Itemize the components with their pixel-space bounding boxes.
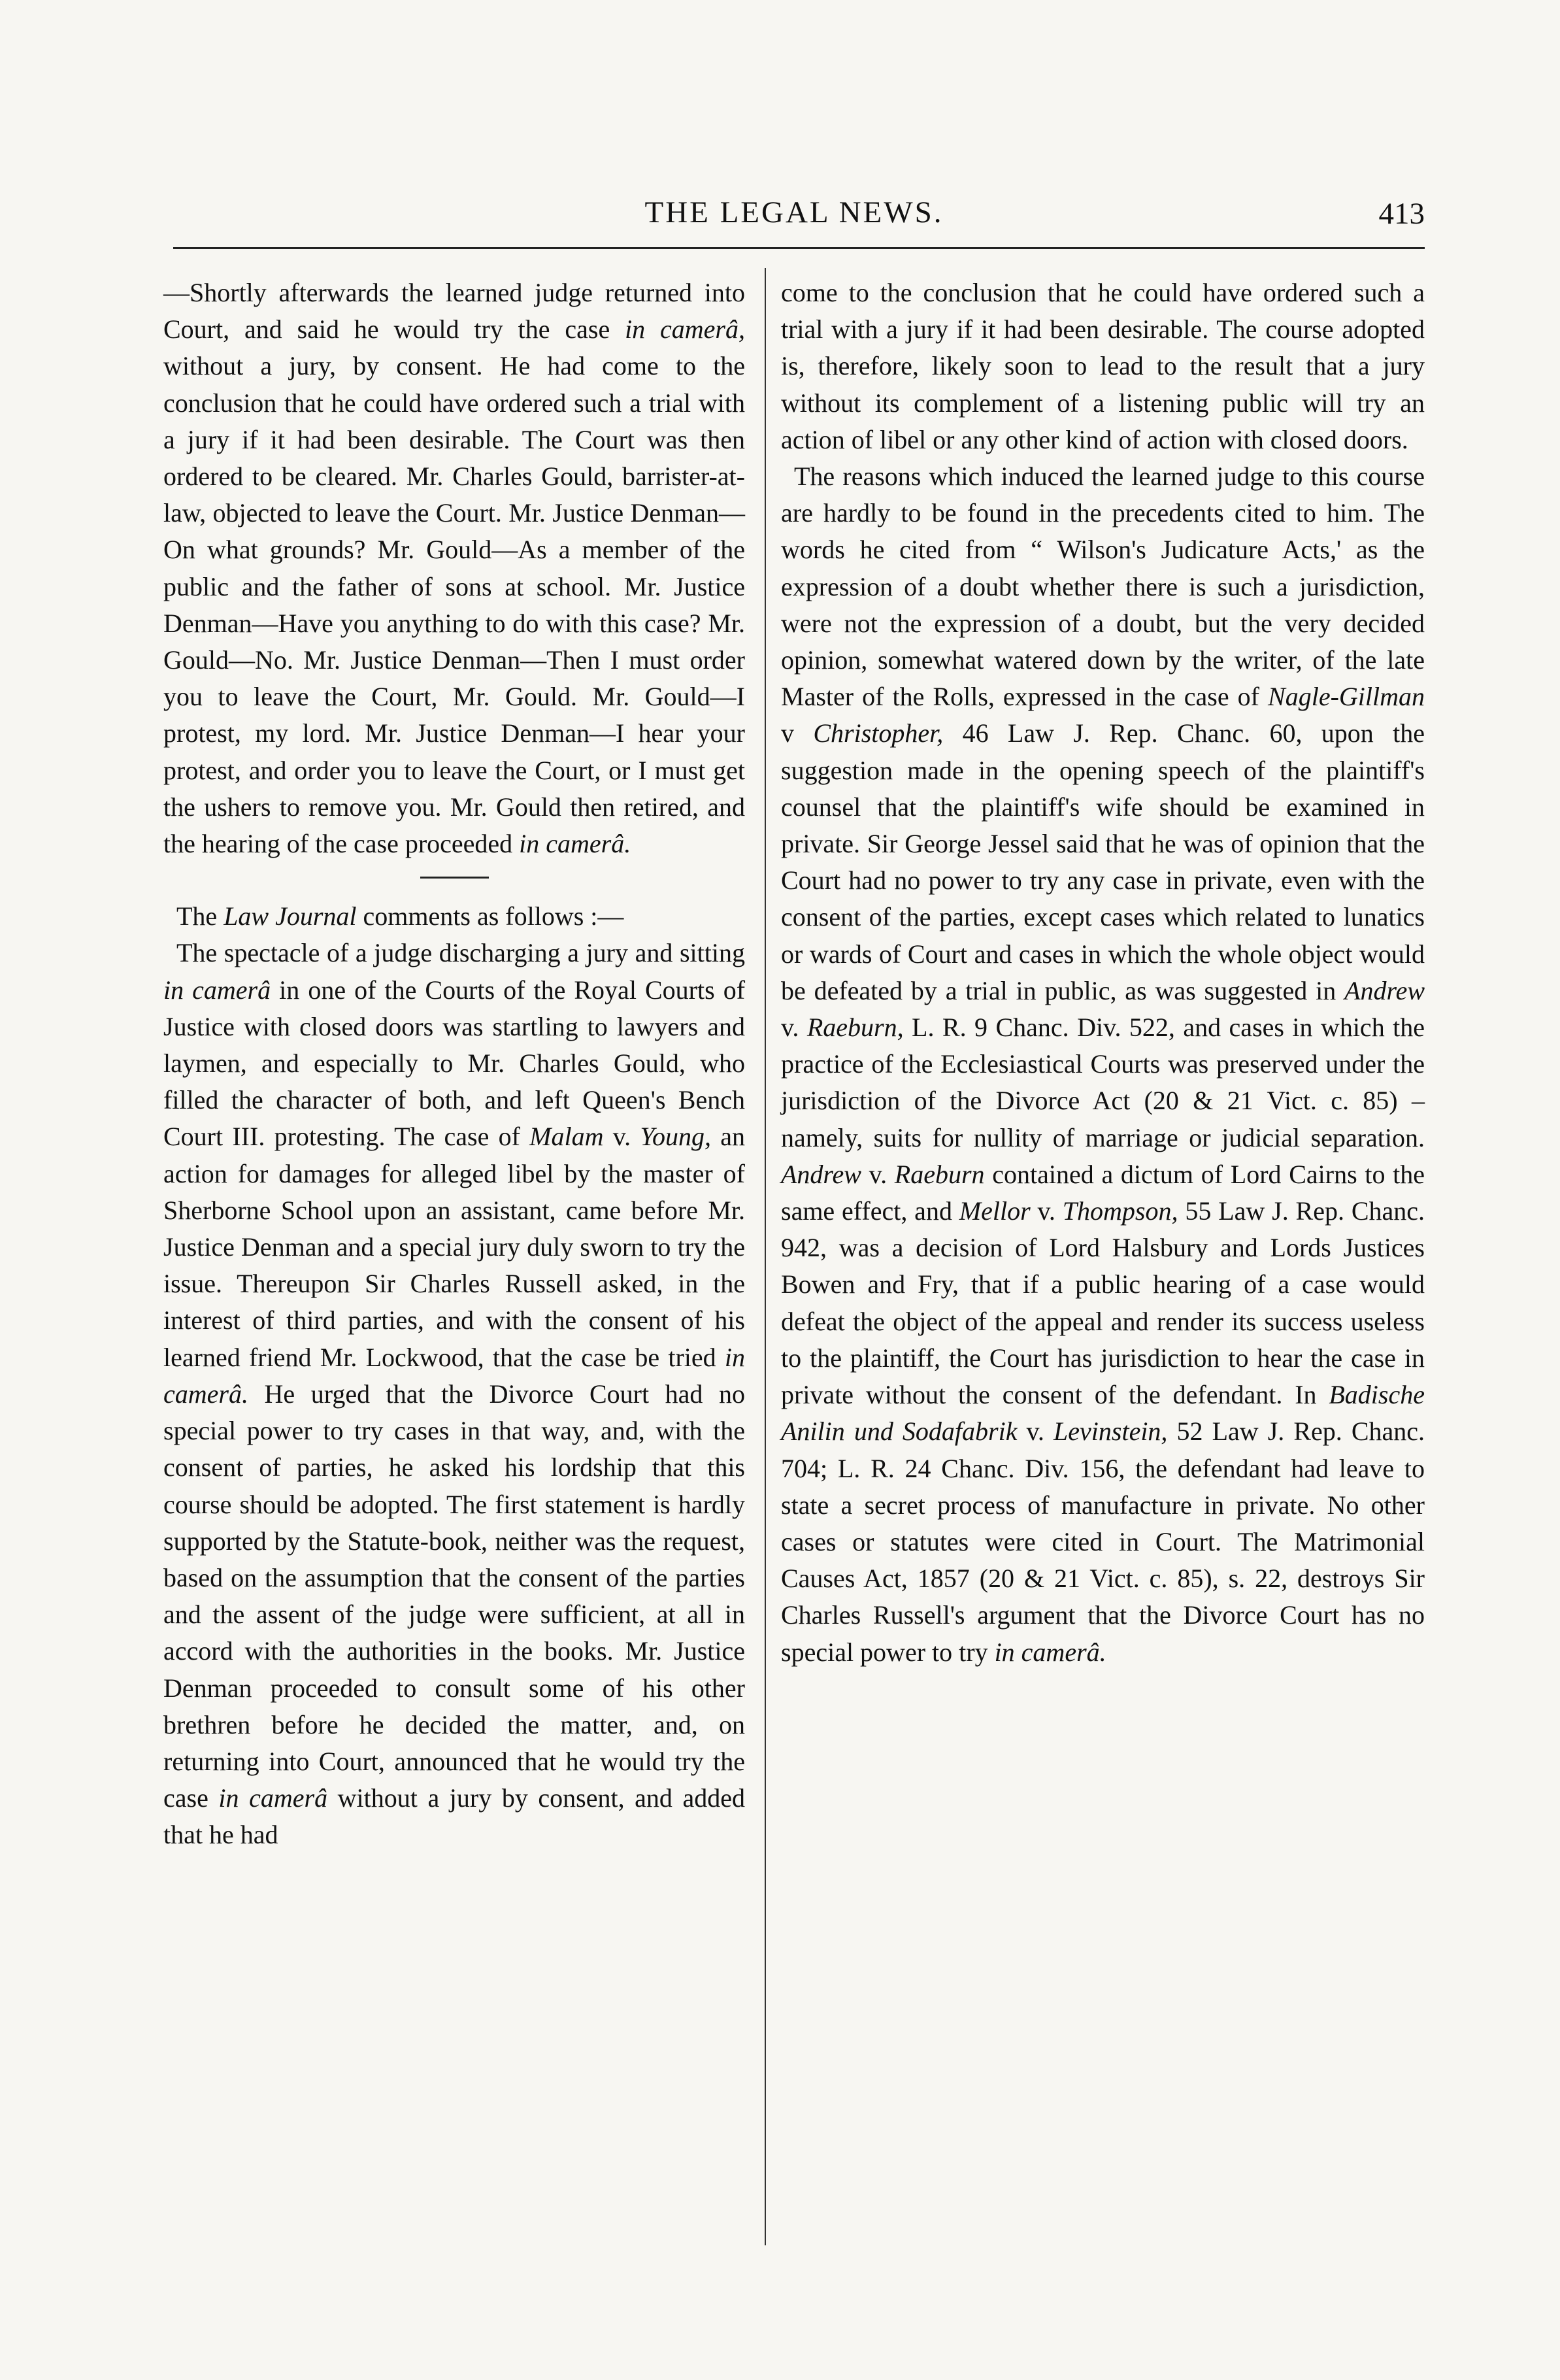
section-separator bbox=[420, 877, 489, 879]
header-rule bbox=[173, 247, 1425, 249]
paragraph: The spectacle of a judge discharging a jury and sitting in camerâ in one of the Courts of the Royal Courts of Justice with closed doors was startling to lawyers and laymen, and especially to Mr. Charles Gould, who filled the character of both, and left Queen's Bench Court III. protesting. The case of Malam v. Young, an action for damages for alleged libel by the master of Sherborne School upon an assistant, came before Mr. Justice Denman and a special jury duly sworn to try the issue. Thereupon Sir Charles Russell asked, in the interest of third parties, and with the consent of his learned friend Mr. Lockwood, that the case be tried in camerâ. He urged that the Divorce Court had no special power to try cases in that way, and, with the consent of parties, he asked his lordship that this course should be adopted. The first statement is hardly supported by the Statute-book, neither was the request, based on the assumption that the consent of the parties and the assent of the judge were sufficient, at all in accord with the authorities in the books. Mr. Justice Denman proceeded to consult some of his other brethren before he decided the matter, and, on returning into Court, announced that he would try the case in camerâ without a jury by consent, and added that he had bbox=[163, 938, 746, 1850]
journal-title: THE LEGAL NEWS. bbox=[644, 195, 944, 229]
page-number: 413 bbox=[1378, 197, 1425, 231]
left-column bbox=[163, 275, 745, 1854]
paragraph: —Shortly afterwards the learned judge returned into Court, and said he would try the case in camerâ, without a jury, by consent. He had come to the conclusion that he could have ordered such a trial with a jury if it had been desirable. The Court was then ordered to be cleared. Mr. Charles Gould, barrister-at-law, objected to leave the Court. Mr. Justice Denman—On what grounds? Mr. Gould—As a member of the public and the father of sons at school. Mr. Justice Denman—Have you anything to do with this case? Mr. Gould—No. Mr. Justice Denman—Then I must order you to leave the Court, Mr. Gould. Mr. Gould—I protest, my lord. Mr. Justice Denman—I hear your protest, and order you to leave the Court, or I must get the ushers to remove you. Mr. Gould then retired, and the hearing of the case proceeded in camerâ. bbox=[163, 278, 745, 859]
paragraph: come to the conclusion that he could have ordered such a trial with a jury if it had been desirable. The course adopted is, therefore, likely soon to lead to the result that a jury without its complement of a listening public will try an action of libel or any other kind of action with closed doors. bbox=[781, 278, 1425, 454]
right-column bbox=[781, 275, 1425, 1671]
paragraph: The Law Journal comments as follows :— bbox=[176, 901, 624, 931]
paragraph: The reasons which induced the learned judge to this course are hardly to be found in the precedents cited to him. The words he cited from “ Wilson's Judicature Acts,' as the expression of a doubt whether there is such a jurisdiction, were not the expression of a doubt, but the very decided opinion, somewhat watered down by the writer, of the late Master of the Rolls, expressed in the case of Nagle-Gillman v Christopher, 46 Law J. Rep. Chanc. 60, upon the suggestion made in the opening speech of the plaintiff's counsel that the plaintiff's wife should be examined in private. Sir George Jessel said that he was of opinion that the Court had no power to try any case in private, even with the consent of the parties, except cases which related to lunatics or wards of Court and cases in which the whole object would be defeated by a trial in public, as was suggested in Andrew v. Raeburn, L. R. 9 Chanc. Div. 522, and cases in which the practice of the Ecclesiastical Courts was preserved under the jurisdiction of the Divorce Act (20 & 21 Vict. c. 85) – namely, suits for nullity of marriage or judicial separation. Andrew v. Raeburn contained a dictum of Lord Cairns to the same effect, and Mellor v. Thompson, 55 Law J. Rep. Chanc. 942, was a decision of Lord Halsbury and Lords Justices Bowen and Fry, that if a public hearing of a case would defeat the object of the appeal and render its success useless to the plaintiff, the Court has jurisdiction to hear the case in private without the consent of the defendant. In Badische Anilin und Sodafabrik v. Levinstein, 52 Law J. Rep. Chanc. 704; L. R. 24 Chanc. Div. 156, the defendant had leave to state a secret process of manufacture in private. No other cases or statutes were cited in Court. The Matrimonial Causes Act, 1857 (20 & 21 Vict. c. 85), s. 22, destroys Sir Charles Russell's argument that the Divorce Court has no special power to try in camerâ. bbox=[781, 461, 1425, 1667]
column-divider bbox=[765, 268, 766, 2245]
running-header bbox=[163, 195, 1425, 247]
